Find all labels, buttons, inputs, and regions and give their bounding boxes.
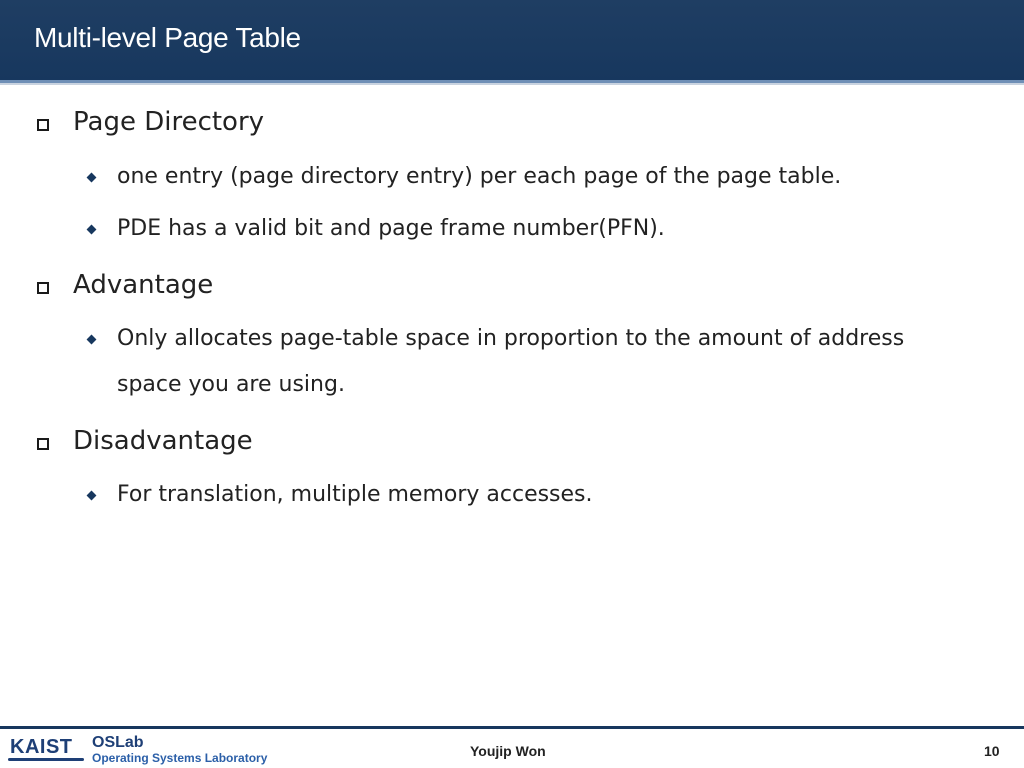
section-heading-page-directory: Page Directory — [73, 107, 265, 137]
slide-header — [0, 0, 1024, 80]
kaist-logo: KAIST — [10, 736, 73, 758]
diamond-icon — [87, 225, 97, 235]
bullet-point-continuation: space you are using. — [117, 372, 345, 397]
hollow-square-icon — [37, 282, 49, 294]
header-shadow-rule — [0, 83, 1024, 85]
bullet-point: Only allocates page-table space in proportion to the amount of address — [117, 326, 905, 351]
footer-rule — [0, 726, 1024, 729]
bullet-point: one entry (page directory entry) per each page of the page table. — [117, 164, 842, 189]
slide-title: Multi-level Page Table — [34, 22, 301, 53]
kaist-logo-swoosh — [8, 758, 84, 761]
bullet-point: PDE has a valid bit and page frame number(PFN). — [117, 216, 665, 241]
oslab-logo: OSLab — [92, 734, 144, 751]
diamond-icon — [87, 491, 97, 501]
bullet-point: For translation, multiple memory accesses. — [117, 482, 593, 507]
hollow-square-icon — [37, 438, 49, 450]
footer-author: Youjip Won — [470, 743, 546, 759]
diamond-icon — [87, 173, 97, 183]
page-number: 10 — [984, 743, 1000, 759]
diamond-icon — [87, 335, 97, 345]
oslab-logo-subtitle: Operating Systems Laboratory — [92, 751, 268, 765]
section-heading-advantage: Advantage — [73, 270, 214, 300]
hollow-square-icon — [37, 119, 49, 131]
section-heading-disadvantage: Disadvantage — [73, 426, 253, 456]
